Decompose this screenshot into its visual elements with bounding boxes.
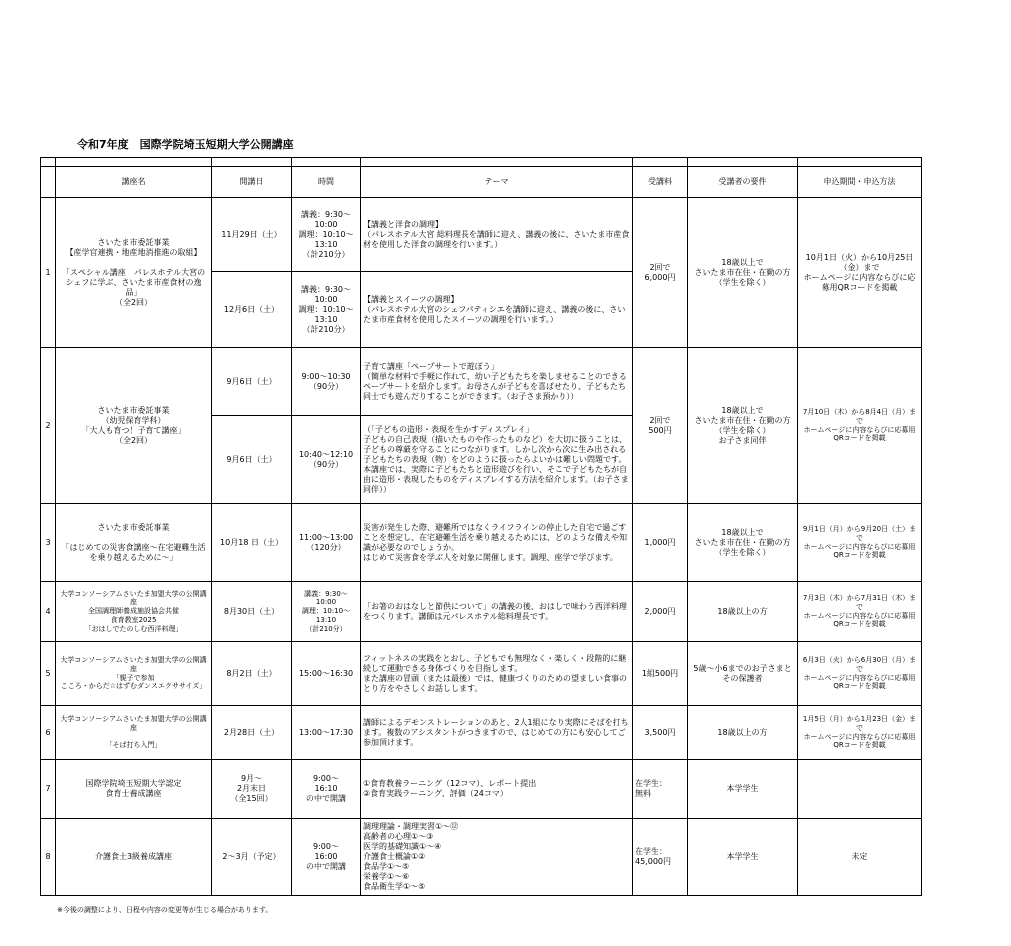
header-time: 時間: [292, 167, 361, 198]
table-row: [41, 504, 922, 582]
course-date: 11月29日（土）: [212, 198, 292, 272]
course-time: 9:00～ 16:10 の中で開講: [292, 760, 361, 819]
table-row: [41, 198, 922, 272]
course-name: 大学コンソーシアムさいたま加盟大学の公開講座 「親子で参加 こころ・からだ☆はずむダンスエクササイズ」: [56, 642, 212, 706]
course-theme: 講師によるデモンストレーションのあと、2人1組になり実際にそばを打ちます。複数のアシスタントがつきますので、はじめての方にも安心してご参加頂けます。: [361, 706, 633, 760]
header-course-name: 講座名: [56, 167, 212, 198]
table-row: [41, 706, 922, 760]
course-date: 9月～ 2月末日 （全15回）: [212, 760, 292, 819]
course-time: 講義：9:30～ 10:00 調理：10:10～ 13:10 （計210分）: [292, 198, 361, 272]
course-fee: 在学生： 無料: [633, 760, 688, 819]
course-table: [40, 157, 922, 896]
course-date: 2～3月（予定）: [212, 819, 292, 896]
course-theme: ①食育教養ラーニング（12コマ）、レポート提出 ②食育実践ラーニング、評価（24コマ）: [361, 760, 633, 819]
course-name: 大学コンソーシアムさいたま加盟大学の公開講座 「そば打ち入門」: [56, 706, 212, 760]
table-row: [41, 819, 922, 896]
course-theme: 「お箸のおはなしと節供について」の講義の後、おはしで味わう西洋料理をつくります。講師は元パレスホテル総料理長です。: [361, 582, 633, 642]
course-number: 4: [41, 582, 56, 642]
course-name: さいたま市委託事業 【産学官連携・地産地消推進の取組】 「スペシャル講座 パレスホテル大宮のシェフに学ぶ、さいたま市産食材の逸品」 （全2回）: [56, 198, 212, 348]
course-requirement: 5歳～小6までのお子さまとその保護者: [688, 642, 798, 706]
course-time: 講義：9:30～ 10:00 調理：10:10～ 13:10 （計210分）: [292, 272, 361, 348]
course-requirement: 18歳以上で さいたま市在住・在勤の方 （学生を除く） お子さま同伴: [688, 348, 798, 504]
course-apply: 7月3日（木）から7月31日（木）まで ホームページに内容ならびに応募用QRコードを掲載: [798, 582, 922, 642]
course-requirement: 18歳以上の方: [688, 582, 798, 642]
course-requirement: 本学学生: [688, 760, 798, 819]
table-row: [41, 642, 922, 706]
course-theme: 【講義と洋食の調理】 （パレスホテル大宮 総料理長を講師に迎え、講義の後に、さいたま市産食材を使用した洋食の調理を行います。）: [361, 198, 633, 272]
header-date: 開講日: [212, 167, 292, 198]
course-name: 大学コンソーシアムさいたま加盟大学の公開講座 全国調理師養成施設協会共催 食育教室2025 「おはしでたのしむ西洋料理」: [56, 582, 212, 642]
course-name: さいたま市委託事業 （幼児保育学科） 「大人も育つ！子育て講座」 （全2回）: [56, 348, 212, 504]
course-time: 15:00～16:30: [292, 642, 361, 706]
course-fee: 2回で 6,000円: [633, 198, 688, 348]
header-spacer-row: [41, 158, 922, 167]
course-fee: 2,000円: [633, 582, 688, 642]
course-time: 13:00～17:30: [292, 706, 361, 760]
course-number: 5: [41, 642, 56, 706]
course-theme: 【講義とスイーツの調理】 （パレスホテル大宮のシェフパティシエを講師に迎え、講義の後に、さいたま市産食材を使用したスイーツの調理を行います。）: [361, 272, 633, 348]
course-date: 9月6日（土）: [212, 348, 292, 416]
header-fee: 受講料: [633, 167, 688, 198]
course-requirement: 18歳以上の方: [688, 706, 798, 760]
course-time: 9:00～ 16:00 の中で開講: [292, 819, 361, 896]
course-apply: 9月1日（月）から9月20日（土）まで ホームページに内容ならびに応募用QRコードを掲載: [798, 504, 922, 582]
course-number: 6: [41, 706, 56, 760]
course-fee: 1組500円: [633, 642, 688, 706]
course-number: 3: [41, 504, 56, 582]
course-number: 1: [41, 198, 56, 348]
course-fee: 2回で 500円: [633, 348, 688, 504]
course-requirement: 18歳以上で さいたま市在住・在勤の方 （学生を除く）: [688, 198, 798, 348]
course-date: 9月6日（土）: [212, 416, 292, 504]
course-name: 介護食士3級養成講座: [56, 819, 212, 896]
footnote: ※今後の調整により、日程や内容の変更等が生じる場合があります。: [57, 906, 273, 914]
course-theme: 子育て講座「ペープサートで遊ぼう」 （簡単な材料で手軽に作れて、幼い子どもたちを楽しませることのできるペープサートを紹介します。お母さんが子どもを喜ばせたり、子どもたち同士でも遊んだりすることができます。（お子さま預かり））: [361, 348, 633, 416]
course-theme: （「子どもの造形・表現を生かすディスプレイ」 子どもの自己表現（描いたものや作ったものなど）を大切に扱うことは、子どもの尊厳を守ることにつながります。しかし次から次に生み出される子どもたちの表現（物）をどのように扱ったらよいかは難しい問題です。本講座では、実際に子どもたちと造形遊びを行い、そこで子どもたちが自由に造形・表現したものをディスプレイする方法を紹介します。（お子さま同伴））: [361, 416, 633, 504]
header-theme: テーマ: [361, 167, 633, 198]
course-apply: 1月5日（月）から1月23日（金）まで ホームページに内容ならびに応募用QRコードを掲載: [798, 706, 922, 760]
course-name: さいたま市委託事業 「はじめての災害食講座～在宅避難生活を乗り越えるために～」: [56, 504, 212, 582]
course-date: 8月2日（土）: [212, 642, 292, 706]
course-number: 7: [41, 760, 56, 819]
course-time: 9:00～10:30 （90分）: [292, 348, 361, 416]
course-date: 8月30日（土）: [212, 582, 292, 642]
table-row: [41, 582, 922, 642]
course-requirement: 18歳以上で さいたま市在住・在勤の方 （学生を除く）: [688, 504, 798, 582]
course-time: 講義：9:30～ 10:00 調理：10:10～ 13:10 （計210分）: [292, 582, 361, 642]
course-apply: 6月3日（火）から6月30日（月）まで ホームページに内容ならびに応募用QRコードを掲載: [798, 642, 922, 706]
header-row: [41, 167, 922, 198]
course-apply: [798, 760, 922, 819]
course-date: 10月18 日（土）: [212, 504, 292, 582]
course-time: 10:40～12:10 （90分）: [292, 416, 361, 504]
course-fee: 在学生： 45,000円: [633, 819, 688, 896]
header-requirement: 受講者の要件: [688, 167, 798, 198]
table-row: [41, 348, 922, 416]
course-fee: 1,000円: [633, 504, 688, 582]
course-name: 国際学院埼玉短期大学認定 食育士養成講座: [56, 760, 212, 819]
course-fee: 3,500円: [633, 706, 688, 760]
course-apply: 未定: [798, 819, 922, 896]
course-theme: 調理理論・調理実習①～⑫ 高齢者の心理①～③ 医学的基礎知識①～④ 介護食士概論①② 食品学①～⑤ 栄養学①～⑥ 食品衛生学①～⑤: [361, 819, 633, 896]
table-row: [41, 760, 922, 819]
course-apply: 10月1日（火）から10月25日（金）まで ホームページに内容ならびに応募用QRコードを掲載: [798, 198, 922, 348]
course-number: 8: [41, 819, 56, 896]
course-number: 2: [41, 348, 56, 504]
course-date: 12月6日（土）: [212, 272, 292, 348]
course-time: 11:00～13:00 （120分）: [292, 504, 361, 582]
course-theme: フィットネスの実践をとおし、子どもでも無理なく・楽しく・段階的に継続して運動できる身体づくりを目指します。 また講座の冒頭（または最後）では、健康づくりのための望ましい食事のとり方をやさしくお話しします。: [361, 642, 633, 706]
course-theme: 災害が発生した際、避難所ではなくライフラインの停止した自宅で過ごすことを想定し、在宅避難生活を乗り越えるためには、どのような備えや知識が必要なのでしょうか。 はじめて災害食を学ぶ人を対象に開催します。調理、座学で学びます。: [361, 504, 633, 582]
course-date: 2月28日（土）: [212, 706, 292, 760]
course-requirement: 本学学生: [688, 819, 798, 896]
header-apply: 申込期間・申込方法: [798, 167, 922, 198]
course-apply: 7月10日（木）から8月4日（月）まで ホームページに内容ならびに応募用QRコードを掲載: [798, 348, 922, 504]
document-title: 令和7年度 国際学院埼玉短期大学公開講座: [77, 138, 294, 151]
